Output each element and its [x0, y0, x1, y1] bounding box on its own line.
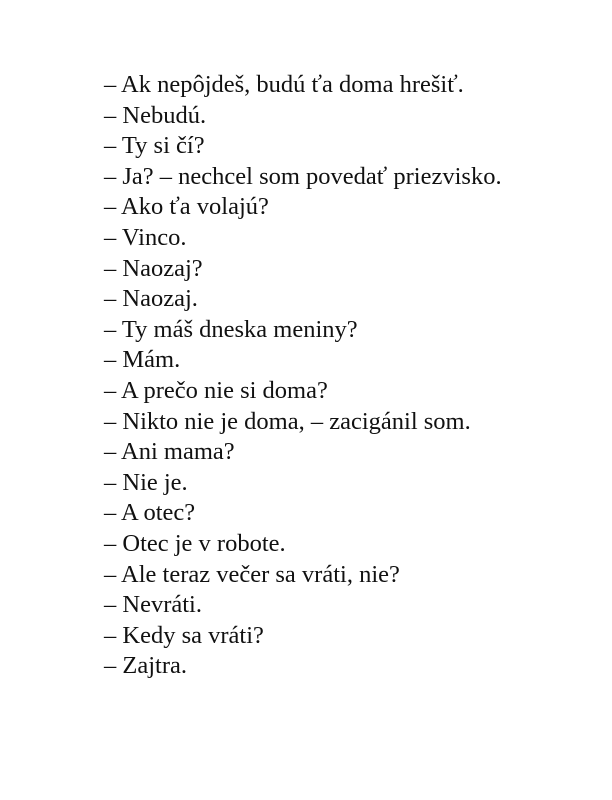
- dialogue-line: – Ani mama?: [104, 438, 235, 466]
- dialogue-line: – Ty si čí?: [104, 132, 205, 160]
- dialogue-line: – Nebudú.: [104, 101, 207, 129]
- dialogue-line: – Ty máš dneska meniny?: [104, 315, 358, 343]
- dialogue-line: – Nie je.: [104, 468, 188, 496]
- dialogue-line: – Ak nepôjdeš, budú ťa doma hrešiť.: [104, 71, 464, 98]
- dialogue-text: [104, 70, 502, 682]
- dialogue-line: – A otec?: [104, 499, 196, 527]
- dialogue-line: – Kedy sa vráti?: [104, 621, 264, 649]
- dialogue-line: – Zajtra.: [104, 652, 187, 680]
- dialogue-line: – Ale teraz večer sa vráti, nie?: [104, 560, 400, 588]
- dialogue-line: – Ako ťa volajú?: [104, 193, 269, 221]
- dialogue-line: – A prečo nie si doma?: [104, 376, 328, 404]
- dialogue-line: – Vinco.: [104, 223, 187, 251]
- dialogue-line: – Naozaj.: [104, 285, 198, 313]
- dialogue-line: – Ja? – nechcel som povedať priezvisko.: [104, 162, 502, 190]
- dialogue-line: – Otec je v robote.: [104, 529, 286, 557]
- dialogue-line: – Naozaj?: [104, 254, 203, 282]
- dialogue-line: – Mám.: [104, 346, 181, 374]
- dialogue-line: – Nikto nie je doma, – zacigánil som.: [104, 407, 471, 435]
- dialogue-line: – Nevráti.: [104, 591, 202, 619]
